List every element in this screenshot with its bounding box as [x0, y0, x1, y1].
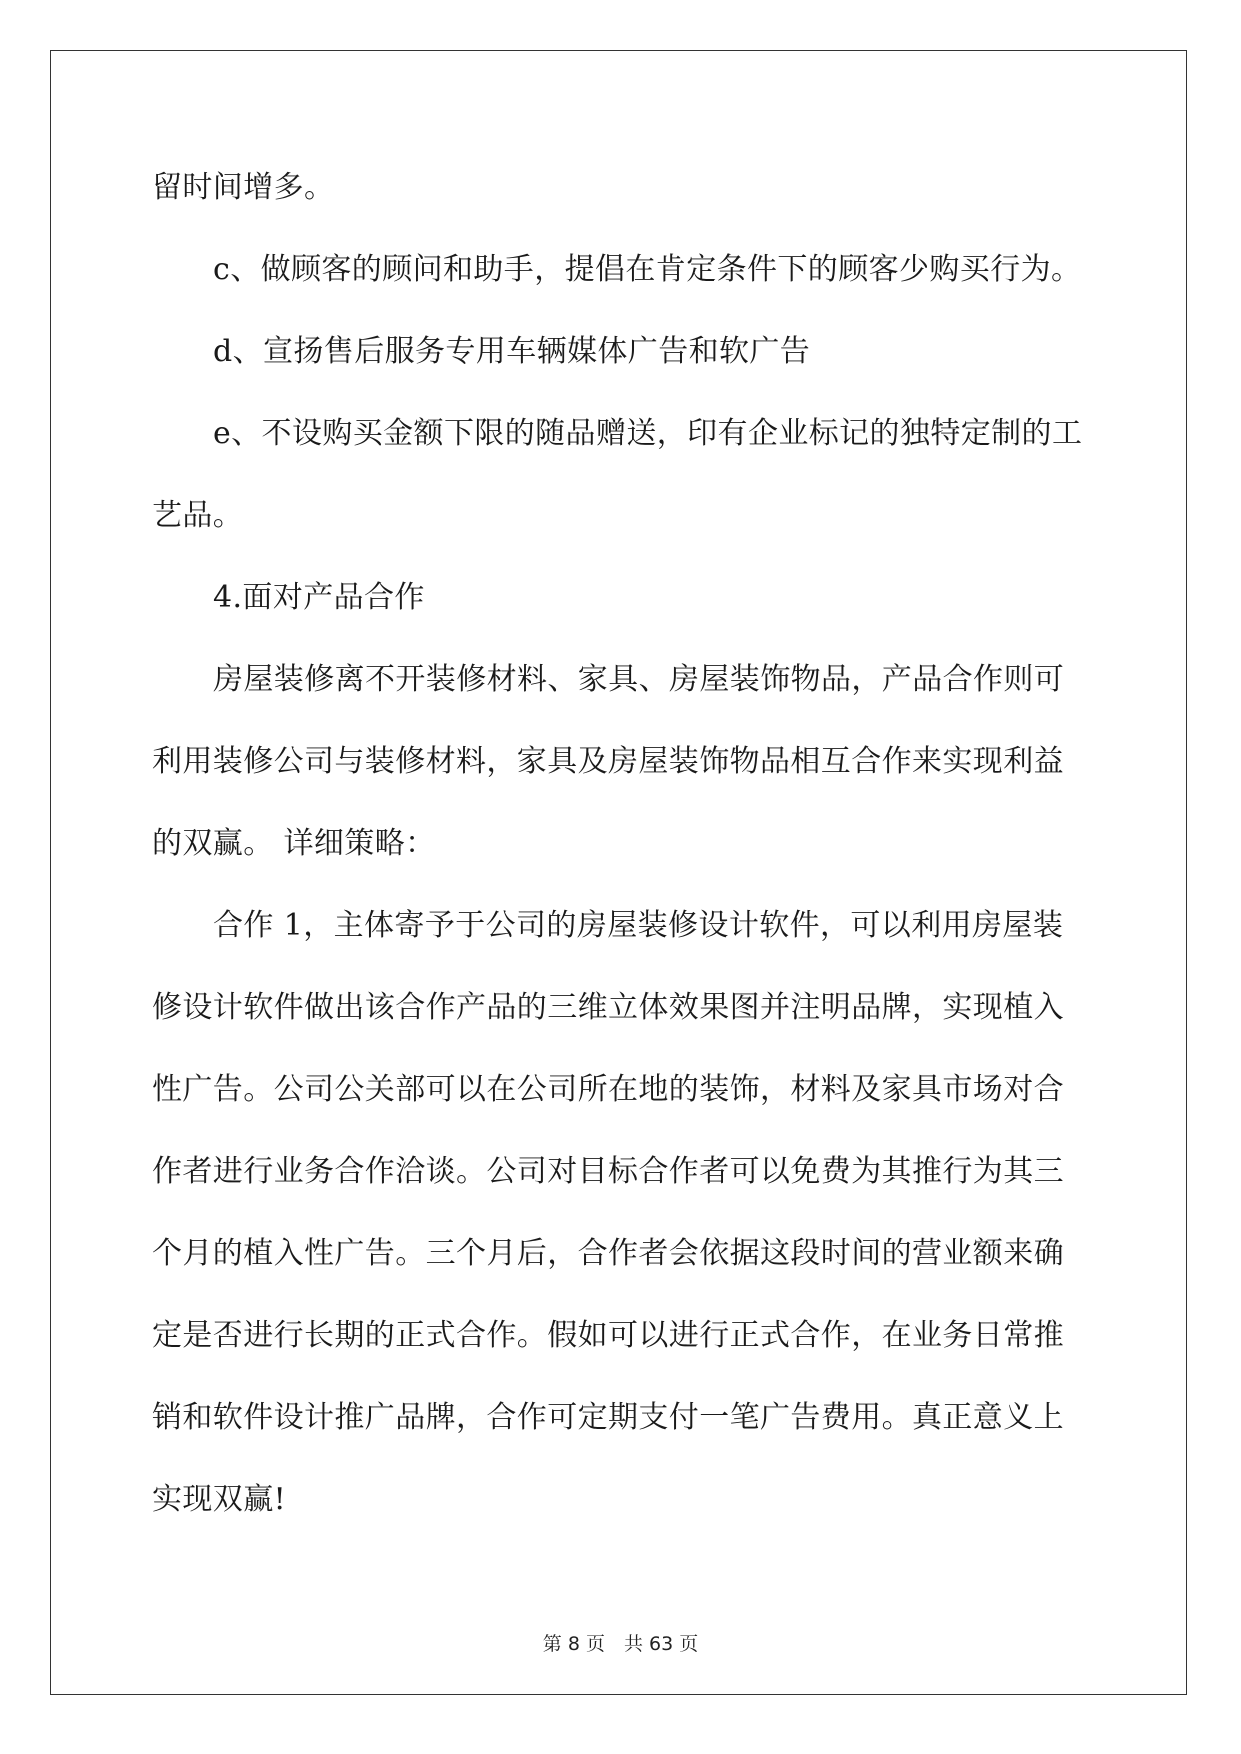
body-text-line: 留时间增多。 — [152, 170, 335, 205]
list-item-c: c、做顾客的顾问和助手，提倡在肯定条件下的顾客少购买行为。 — [213, 252, 1082, 287]
paragraph-line: 性广告。公司公关部可以在公司所在地的装饰，材料及家具市场对合 — [152, 1072, 1064, 1107]
paragraph-line: 合作 1，主体寄予于公司的房屋装修设计软件，可以利用房屋装 — [213, 908, 1064, 943]
body-text-line: 艺品。 — [152, 498, 244, 533]
paragraph-line: 房屋装修离不开装修材料、家具、房屋装饰物品，产品合作则可 — [213, 662, 1065, 697]
paragraph-line: 实现双赢! — [152, 1482, 287, 1517]
paragraph-line: 销和软件设计推广品牌，合作可定期支付一笔广告费用。真正意义上 — [152, 1400, 1064, 1435]
paragraph-line: 个月的植入性广告。三个月后，合作者会依据这段时间的营业额来确 — [152, 1236, 1064, 1271]
paragraph-line: 的双赢。 详细策略： — [152, 826, 436, 861]
page-border — [50, 50, 1187, 1695]
paragraph-line: 利用装修公司与装修材料，家具及房屋装饰物品相互合作来实现利益 — [152, 744, 1064, 779]
page-number-footer: 第 8 页 共 63 页 — [542, 1633, 699, 1655]
list-item-e: e、不设购买金额下限的随品赠送，印有企业标记的独特定制的工 — [213, 416, 1083, 451]
paragraph-line: 定是否进行长期的正式合作。假如可以进行正式合作，在业务日常推 — [152, 1318, 1064, 1353]
paragraph-line: 修设计软件做出该合作产品的三维立体效果图并注明品牌，实现植入 — [152, 990, 1064, 1025]
section-heading: 4.面对产品合作 — [213, 580, 425, 615]
paragraph-line: 作者进行业务合作洽谈。公司对目标合作者可以免费为其推行为其三 — [152, 1154, 1064, 1189]
list-item-d: d、宣扬售后服务专用车辆媒体广告和软广告 — [213, 334, 811, 369]
